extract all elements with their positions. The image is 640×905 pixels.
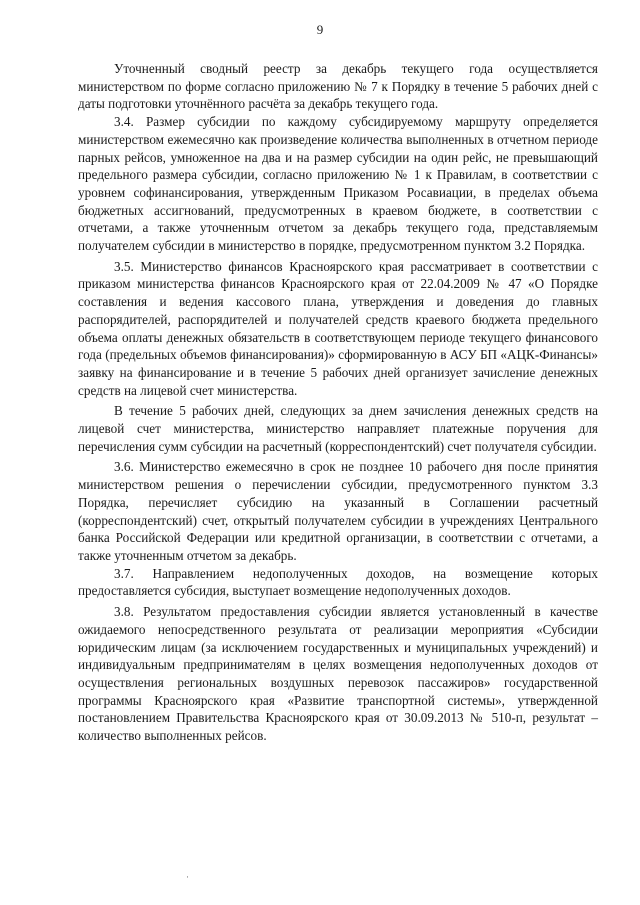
paragraph-3-7: 3.7. Направлением недополученных доходов, на возмещение которых предоставляется субсидия, выступает возмещение недополученных доходов.	[78, 565, 598, 599]
footer-mark: ·	[186, 872, 189, 882]
paragraph-payment-orders: В течение 5 рабочих дней, следующих за днем зачисления денежных средств на лицевой счет министерства, министерство направляет платежные поручения для перечисления сумм субсидии на расчетный (корреспондентский) счет получателя субсидии.	[78, 403, 598, 454]
paragraph-reestr: Уточненный сводный реестр за декабрь текущего года осуществляется министерством по форме согласно приложению № 7 к Порядку в течение 5 рабочих дней с даты подготовки уточнённого расчёта за декабрь текущего года.	[78, 61, 598, 112]
paragraph-3-8: 3.8. Результатом предоставления субсидии является установленный в качестве ожидаемого непосредственного результата от реализации мероприятия «Субсидии юридическим лицам (за исключением государственных и муниципальных учреждений) и индивидуальным предпринимателям в целях возмещения недополученных доходов от осуществления региональных воздушных перевозок пассажиров» государственной программы Красноярского края «Развитие транспортной системы», утвержденной постановлением Правительства Красноярского края от 30.09.2013 № 510-п, результат – количество выполненных рейсов.	[78, 604, 598, 744]
page-number: 9	[316, 22, 324, 37]
document-body	[78, 60, 598, 745]
paragraph-3-6: 3.6. Министерство ежемесячно в срок не позднее 10 рабочего дня после принятия министерством решения о перечислении субсидии, предусмотренного пунктом 3.3 Порядка, перечисляет субсидию на указанный в Соглашении расчетный (корреспондентский) счет, открытый получателем субсидии в учреждениях Центрального банка Российской Федерации или кредитной организации, в соответствии с отчетами, а также уточненным отчетом за декабрь.	[78, 459, 598, 563]
paragraph-3-4: 3.4. Размер субсидии по каждому субсидируемому маршруту определяется министерством ежемесячно как произведение количества выполненных в отчетном периоде парных рейсов, умноженное на два и на размер субсидии на один рейс, не превышающий предельного размера субсидии, согласно приложению № 1 к Правилам, в соответствии с уровнем софинансирования, утвержденным Приказом Росавиации, в пределах объема бюджетных ассигнований, предусмотренных в краевом бюджете, в соответствии с отчетами, а также уточненным отчетом за декабрь текущего года, представляемым получателем субсидии в министерство в порядке, предусмотренном пунктом 3.2 Порядка.	[78, 114, 598, 254]
paragraph-3-5: 3.5. Министерство финансов Красноярского края рассматривает в соответствии с приказом министерства финансов Красноярского края от 22.04.2009 № 47 «О Порядке составления и ведения кассового плана, утверждения и доведения до главных распорядителей, распорядителей и получателей средств краевого бюджета предельного объема оплаты денежных обязательств в соответствующем периоде текущего финансового года (предельных объемов финансирования)» сформированную в АСУ БП «АЦК-Финансы» заявку на финансирование и в течение 5 рабочих дней организует зачисление денежных средств на лицевой счет министерства.	[78, 258, 598, 398]
